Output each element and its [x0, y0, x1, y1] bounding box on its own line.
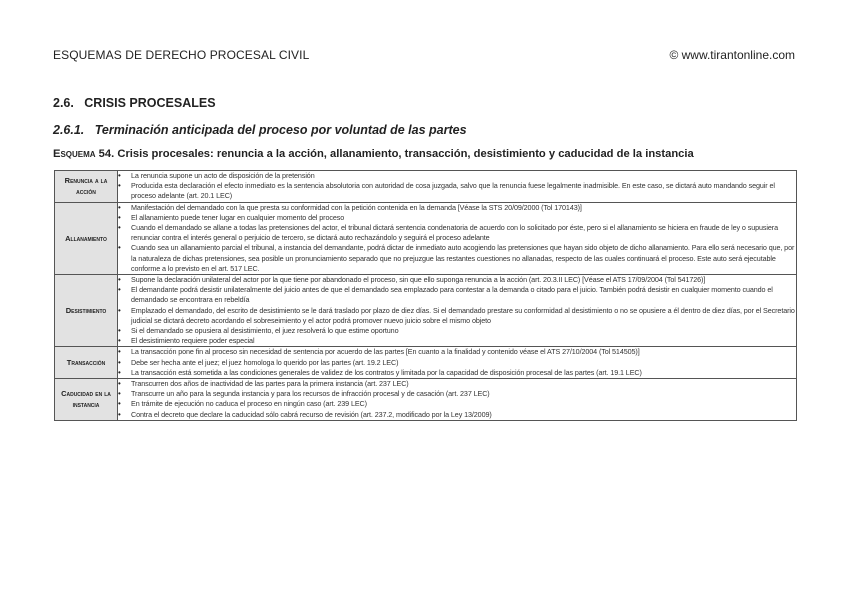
- page-header: [53, 48, 795, 64]
- list-item: • Si el demandado se opusiera al desistimiento, el juez resolverá lo que estime oportuno: [118, 326, 796, 336]
- list-item: • El demandante podrá desistir unilateralmente del juicio antes de que el demandado sea emplazado para contestar a la demanda o citado para el juicio. También podrá desistir en cualquier momento cuando el demandado se encontrara en rebeldía: [118, 285, 796, 305]
- bullet-list: [118, 275, 796, 346]
- bullet-list: [118, 347, 796, 378]
- list-item: • En trámite de ejecución no caduca el proceso en ningún caso (art. 239 LEC): [118, 399, 796, 409]
- list-item: • Transcurre un año para la segunda instancia y para los recursos de infracción procesal y de casación (art. 237 LEC): [118, 389, 796, 399]
- row-label: Transacción: [55, 347, 118, 379]
- table-row-caducidad-en-la-instancia: [55, 379, 797, 421]
- section-number: 2.6.: [53, 96, 74, 110]
- website-credit: © www.tirantonline.com: [669, 48, 795, 62]
- subsection-title: Terminación anticipada del proceso por voluntad de las partes: [94, 123, 467, 137]
- list-item: • Cuando el demandado se allane a todas las pretensiones del actor, el tribunal dictará sentencia condenatoria de acuerdo con lo solicitado por éste, pero si el allanamiento se hiciera en fraude de ley o supusiera renunciar contra el interés general o perjuicio de tercero, se dictará auto rechazándolo y seguirá el proceso adelante: [118, 223, 796, 243]
- table-row-transaccion: [55, 347, 797, 379]
- row-content: [118, 171, 797, 203]
- schema-title: Crisis procesales: renuncia a la acción, allanamiento, transacción, desistimiento y caducidad de la instancia: [117, 148, 694, 160]
- table-row-allanamiento: [55, 202, 797, 274]
- schema-caption: [53, 148, 694, 160]
- list-item: • Supone la declaración unilateral del actor por la que tiene por abandonado el proceso, sin que ello suponga renuncia a la acción (art. 20.3.II LEC) [Véase el ATS 17/09/2004 (Tol 541726)]: [118, 275, 796, 285]
- section-heading: [53, 96, 216, 110]
- schema-prefix: Esquema 54.: [53, 148, 115, 160]
- subsection-heading: [53, 123, 467, 137]
- table-row-desistimiento: [55, 275, 797, 347]
- bullet-list: [118, 379, 796, 420]
- row-content: [118, 275, 797, 347]
- list-item: • El desistimiento requiere poder especial: [118, 336, 796, 346]
- row-label: Renuncia a la acción: [55, 171, 118, 203]
- row-label: Allanamiento: [55, 202, 118, 274]
- section-title: CRISIS PROCESALES: [84, 96, 216, 110]
- list-item: • El allanamiento puede tener lugar en cualquier momento del proceso: [118, 213, 796, 223]
- book-title: ESQUEMAS DE DERECHO PROCESAL CIVIL: [53, 48, 310, 62]
- row-content: [118, 379, 797, 421]
- row-content: [118, 202, 797, 274]
- bullet-list: [118, 171, 796, 202]
- list-item: • Transcurren dos años de inactividad de las partes para la primera instancia (art. 237 LEC): [118, 379, 796, 389]
- crisis-table: [54, 170, 797, 421]
- list-item: • Emplazado el demandado, del escrito de desistimiento se le dará traslado por plazo de diez días. Si el demandado prestare su conformidad al desistimiento o no se opusiere a él dentro de diez días, por el Secretario judicial se dictará decreto acordando el sobreseimiento y el actor podrá promover nuevo juicio sobre el mismo objeto: [118, 306, 796, 326]
- row-label: Desistimiento: [55, 275, 118, 347]
- table-row-renuncia-a-la-accion: [55, 171, 797, 203]
- list-item: • Producida esta declaración el efecto inmediato es la sentencia absolutoria con autoridad de cosa juzgada, salvo que la renuncia fuese legalmente inadmisible. En este caso, se dictará auto mandando seguir el proceso adelante (art. 20.1 LEC): [118, 181, 796, 201]
- list-item: • Debe ser hecha ante el juez; el juez homologa lo querido por las partes (art. 19.2 LEC): [118, 358, 796, 368]
- subsection-number: 2.6.1.: [53, 123, 85, 137]
- list-item: • Contra el decreto que declare la caducidad sólo cabrá recurso de revisión (art. 237.2, modificado por la Ley 13/2009): [118, 410, 796, 420]
- list-item: • Manifestación del demandado con la que presta su conformidad con la petición contenida en la demanda [Véase la STS 20/09/2000 (Tol 170143)]: [118, 203, 796, 213]
- list-item: • La transacción está sometida a las condiciones generales de validez de los contratos y limitada por la capacidad de disposición procesal de las partes (art. 19.1 LEC): [118, 368, 796, 378]
- row-label: Caducidad en la instancia: [55, 379, 118, 421]
- list-item: • Cuando sea un allanamiento parcial el tribunal, a instancia del demandante, podrá dictar de inmediato auto acogiendo las pretensiones que hayan sido objeto de dicho allanamiento. Para ello será necesario que, por la naturaleza de dichas pretensiones, sea posible un pronunciamiento separado que no prejuzgue las restantes cuestiones no allanadas, respecto de las cuales continuará el proceso. Este auto será ejecutable conforme a lo previsto en el art. 517 LEC.: [118, 243, 796, 274]
- bullet-list: [118, 203, 796, 274]
- list-item: • La renuncia supone un acto de disposición de la pretensión: [118, 171, 796, 181]
- row-content: [118, 347, 797, 379]
- list-item: • La transacción pone fin al proceso sin necesidad de sentencia por acuerdo de las partes [En cuanto a la finalidad y contenido véase el ATS 27/10/2004 (Tol 514505)]: [118, 347, 796, 357]
